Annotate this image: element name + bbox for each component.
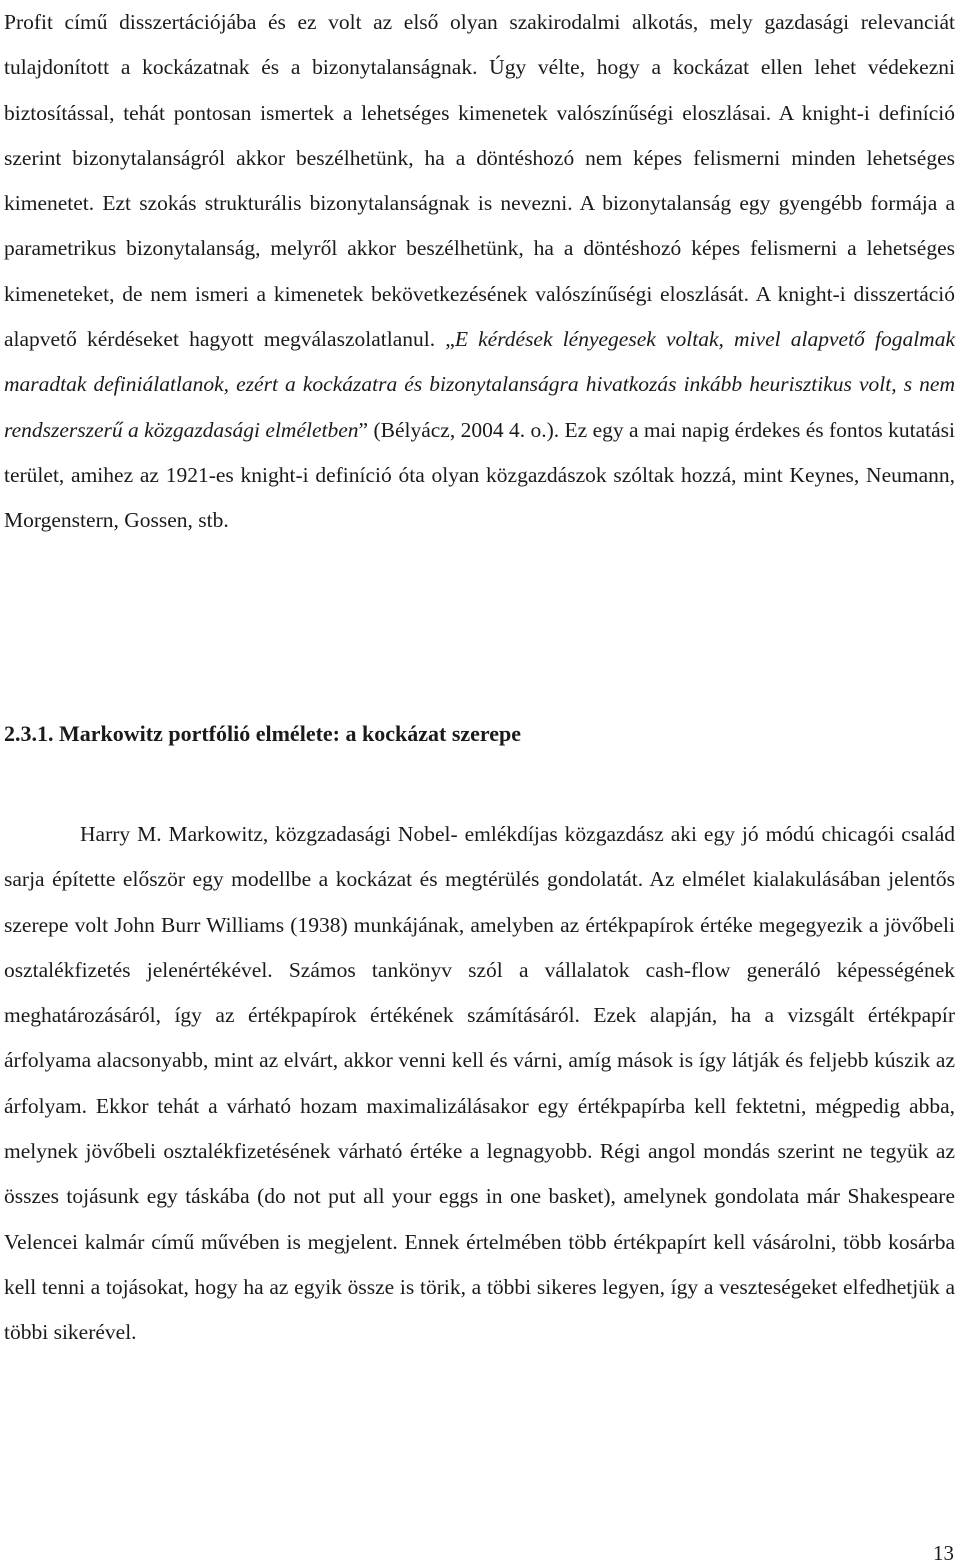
section-heading: 2.3.1. Markowitz portfólió elmélete: a kockázat szerepe xyxy=(4,721,522,746)
paragraph-text-continued: ” (Bélyácz, 2004 4. o.). Ez egy a mai napig érdekes és fontos kutatási terület, amihez az 1921-es knight-i definíció óta olyan közgazdászok szóltak hozzá, mint Keynes, Neumann, Morgenstern, Gossen, stb. xyxy=(4,417,955,533)
paragraph-text: Profit című disszertációjába és ez volt az első olyan szakirodalmi alkotás, mely gazdasági relevanciát tulajdonított a kockázatnak és a bizonytalanságnak. Úgy vélte, hogy a kockázat ellen lehet védekezni biztosítással, tehát pontosan ismertek a lehetséges kimenetek valószínűségi eloszlásai. A knight-i definíció szerint bizonytalanságról akkor beszélhetünk, ha a döntéshozó nem képes felismerni minden lehetséges kimenetet. Ezt szokás strukturális bizonytalanságnak is nevezni. A bizonytalanság egy gyengébb formája a parametrikus bizonytalanság, melyről akkor beszélhetünk, ha a döntéshozó képes felismerni a lehetséges kimeneteket, de nem ismeri a kimenetek bekövetkezésének valószínűségi eloszlását. A knight-i disszertáció alapvető kérdéseket hagyott megválaszolatlanul. „ xyxy=(4,10,955,352)
body-paragraph-markowitz: Harry M. Markowitz, közgzadasági Nobel- emlékdíjas közgazdász aki egy jó módú chicagói család sarja építette először egy modellbe a kockázat és megtérülés gondolatát. Az elmélet kialakulásában jelentős szerepe volt John Burr Williams (1938) munkájának, amelyben az értékpapírok értéke megegyezik a jövőbeli osztalékfizetés jelenértékével. Számos tankönyv szól a vállalatok cash-flow generáló képességének meghatározásáról, így az értékpapírok értékének számításáról. Ezek alapján, ha a vizsgált értékpapír árfolyama alacsonyabb, mint az elvárt, akkor venni kell és várni, amíg mások is így látják és feljebb kúszik az árfolyam. Ekkor tehát a várható hozam maximalizálásakor egy értékpapírba kell fektetni, mégpedig abba, melynek jövőbeli osztalékfizetésének várható értéke a legnagyobb. Régi angol mondás szerint ne tegyük az összes tojásunk egy táskába (do not put all your eggs in one basket), amelynek gondolata már Shakespeare Velencei kalmár című művében is megjelent. Ennek értelmében több értékpapírt kell vásárolni, több kosárba kell tenni a tojásokat, hogy ha az egyik össze is törik, a többi sikeres legyen, így a veszteségeket elfedhetjük a többi sikerével. xyxy=(4,822,955,1345)
page-number: 13 xyxy=(933,1541,954,1565)
body-paragraph-knight xyxy=(4,0,955,544)
italic-quote: E kérdések lényegesek voltak, mivel alapvető fogalmak maradtak definiálatlanok, ezért a kockázatra és bizonytalanságra hivatkozás inkább heurisztikus volt, s nem rendszerszerű a közgazdasági elméletben xyxy=(4,327,955,442)
